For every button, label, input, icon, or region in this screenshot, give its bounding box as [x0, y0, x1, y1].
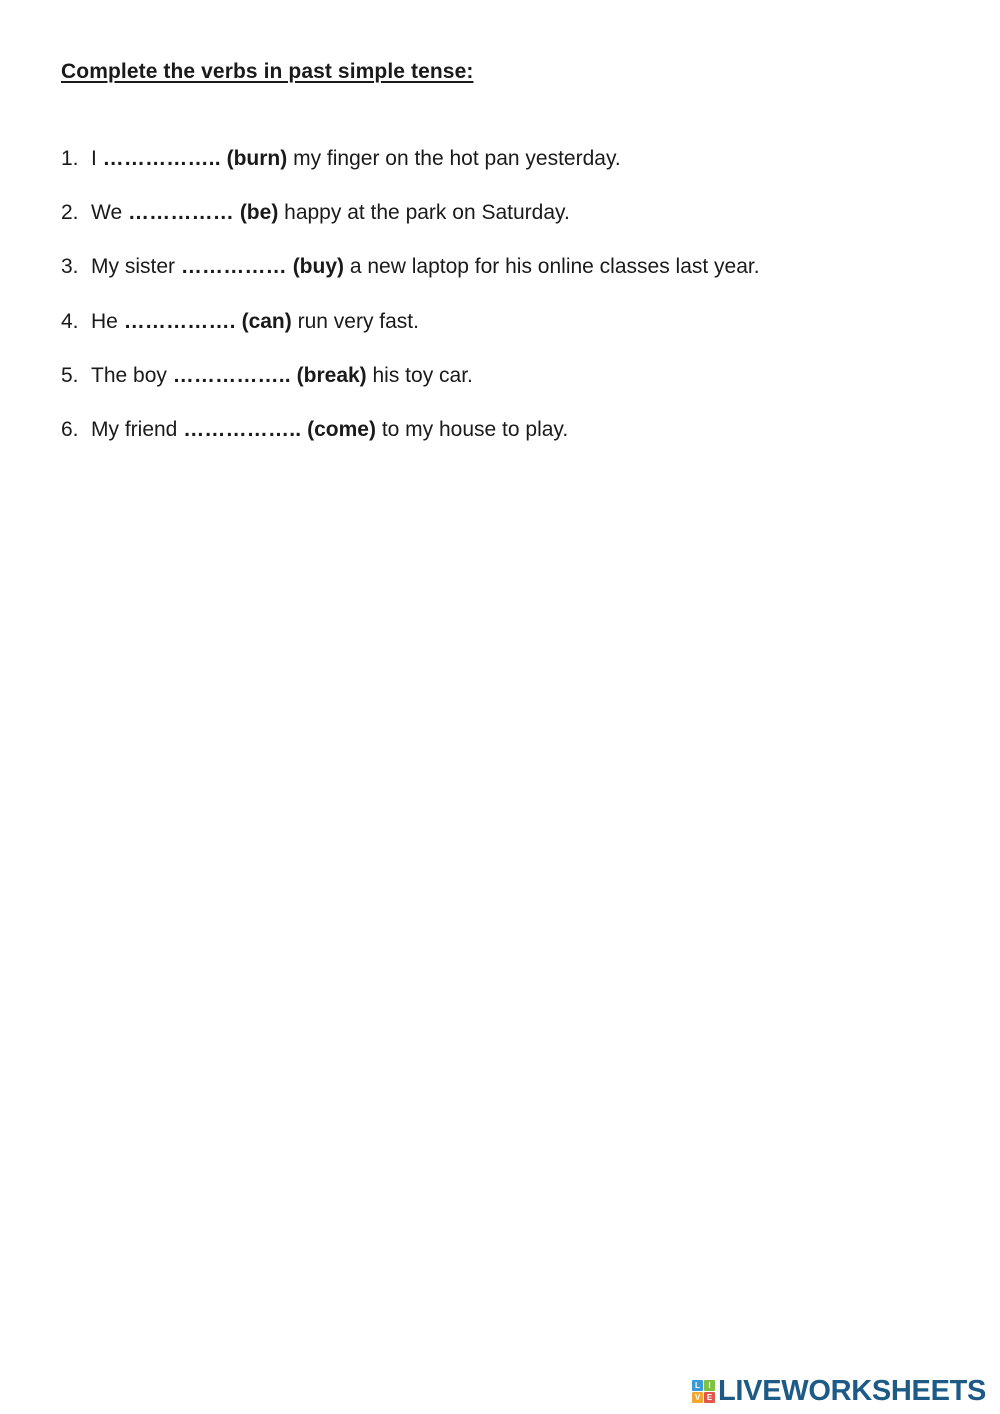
logo-icon-letter-i: I	[704, 1380, 715, 1391]
answer-blank[interactable]: ……………..	[102, 147, 221, 170]
exercise-list	[61, 144, 961, 469]
worksheet-title: Complete the verbs in past simple tense:	[61, 60, 474, 83]
exercise-item-5	[61, 361, 961, 415]
logo-text: LIVEWORKSHEETS	[718, 1374, 987, 1407]
exercise-item-3	[61, 252, 961, 306]
answer-blank[interactable]: ……………	[180, 255, 287, 279]
sentence-end: to my house to play.	[375, 417, 569, 441]
logo-icon-letter-e: E	[704, 1392, 715, 1403]
answer-blank[interactable]: ……………	[127, 201, 234, 225]
logo-icon-letter-v: V	[692, 1392, 703, 1403]
item-number: 3.	[61, 255, 79, 279]
answer-blank[interactable]: …………….	[123, 309, 236, 333]
verb-hint: (break)	[296, 363, 367, 387]
sentence-end: his toy car.	[366, 363, 473, 387]
exercise-item-4	[61, 307, 961, 361]
item-number: 1.	[61, 147, 79, 170]
sentence-start: My sister	[91, 255, 181, 279]
sentence-start: We	[91, 201, 128, 225]
verb-hint: (be)	[239, 201, 279, 225]
verb-hint: (buy)	[292, 255, 345, 279]
liveworksheets-icon	[692, 1380, 715, 1403]
sentence-end: happy at the park on Saturday.	[278, 201, 570, 225]
sentence-start: The boy	[91, 363, 173, 387]
sentence-start: He	[91, 309, 124, 333]
liveworksheets-logo[interactable]	[692, 1376, 986, 1406]
exercise-item-2	[61, 198, 961, 252]
sentence-end: a new laptop for his online classes last year.	[344, 255, 760, 279]
exercise-item-6	[61, 415, 961, 469]
sentence-start: I	[91, 147, 103, 170]
item-number: 6.	[61, 417, 79, 441]
answer-blank[interactable]: ……………..	[172, 363, 291, 387]
item-number: 4.	[61, 309, 79, 333]
sentence-end: run very fast.	[291, 309, 419, 333]
item-number: 5.	[61, 363, 79, 387]
logo-icon-letter-l: L	[692, 1380, 703, 1391]
verb-hint: (come)	[307, 417, 376, 441]
exercise-item-1	[61, 144, 961, 198]
verb-hint: (burn)	[226, 147, 288, 170]
sentence-start: My friend	[91, 417, 184, 441]
verb-hint: (can)	[241, 309, 292, 333]
sentence-end: my finger on the hot pan yesterday.	[287, 147, 621, 170]
answer-blank[interactable]: ……………..	[183, 417, 302, 441]
item-number: 2.	[61, 201, 79, 225]
